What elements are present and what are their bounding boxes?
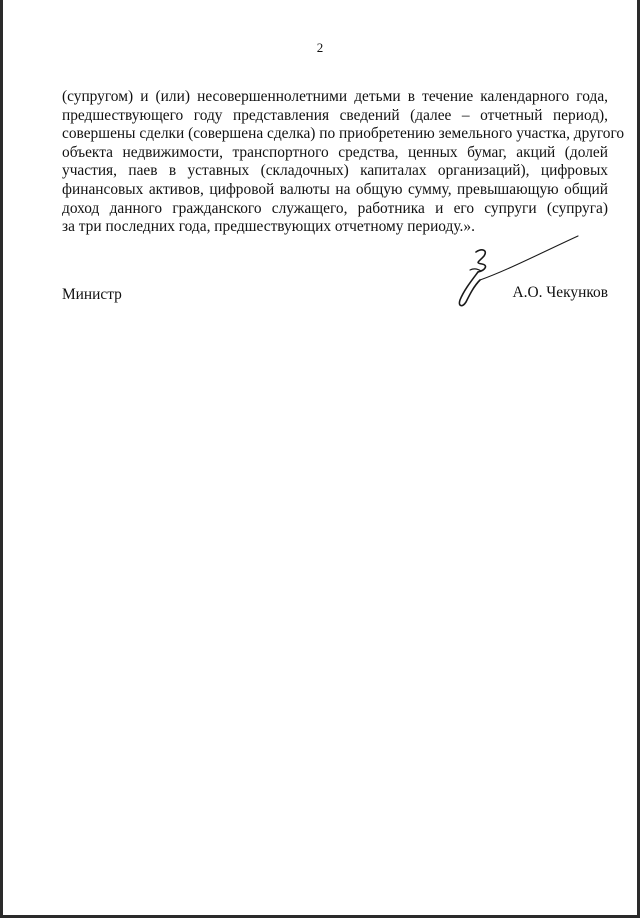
body-line: (супругом) и (или) несовершеннолетними детьми в течение календарного года, bbox=[62, 88, 608, 105]
scan-border-left bbox=[0, 0, 3, 918]
body-paragraph bbox=[62, 88, 625, 237]
body-line: предшествующего году представления сведений (далее – отчетный период), bbox=[62, 106, 608, 124]
body-line: совершены сделки (совершена сделка) по приобретению земельного участка, другого bbox=[62, 125, 625, 143]
signer-position: Министр bbox=[62, 286, 122, 303]
page-number: 2 bbox=[316, 40, 324, 55]
signature-block bbox=[62, 282, 608, 312]
body-line: финансовых активов, цифровой валюты на общую сумму, превышающую общий bbox=[62, 180, 608, 198]
body-line: участия, паев в уставных (складочных) капиталах организаций), цифровых bbox=[62, 162, 608, 180]
body-line: за три последних года, предшествующих отчетному периоду.». bbox=[62, 218, 475, 236]
body-line: доход данного гражданского служащего, работника и его супруги (супруга) bbox=[62, 199, 608, 217]
signer-name: А.О. Чекунков bbox=[512, 284, 608, 301]
body-line: объекта недвижимости, транспортного средства, ценных бумаг, акций (долей bbox=[62, 143, 608, 161]
